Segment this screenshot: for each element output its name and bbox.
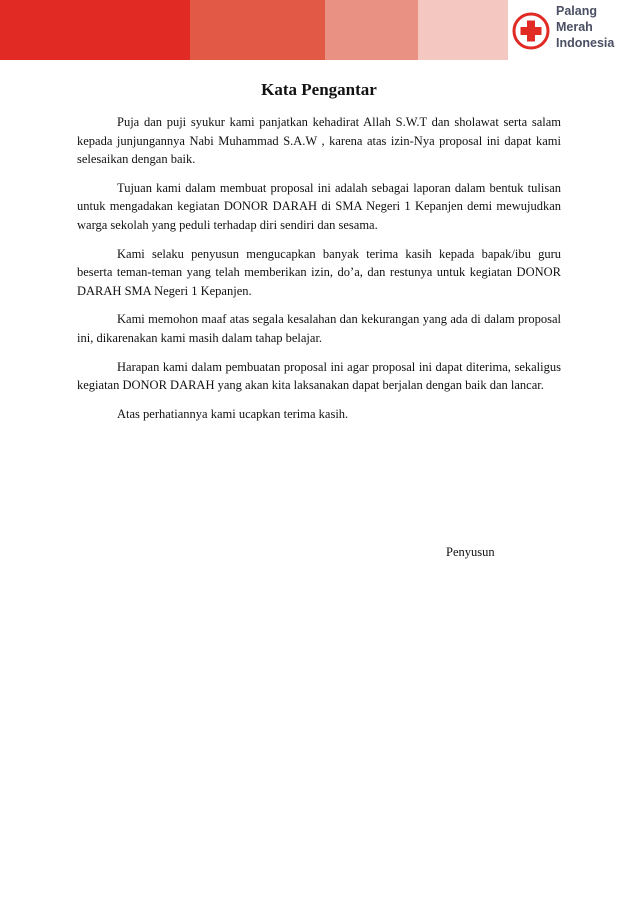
logo-line: Palang bbox=[556, 4, 597, 18]
document-body bbox=[77, 113, 561, 433]
paragraph: Kami selaku penyusun mengucapkan banyak terima kasih kepada bapak/ibu guru beserta teman-teman yang telah memberikan izin, do’a, dan restunya untuk kegiatan DONOR DARAH SMA Negeri 1 Kepanjen. bbox=[77, 246, 561, 298]
logo-line: Indonesia bbox=[556, 36, 615, 50]
paragraph: Harapan kami dalam pembuatan proposal ini agar proposal ini dapat diterima, sekaligus kegiatan DONOR DARAH yang akan kita laksanakan dapat berjalan dengan baik dan lancar. bbox=[77, 359, 561, 393]
paragraph: Atas perhatiannya kami ucapkan terima kasih. bbox=[117, 406, 349, 421]
banner-band-coral bbox=[190, 0, 325, 60]
red-cross-emblem-icon bbox=[512, 12, 550, 50]
logo-text bbox=[556, 3, 636, 51]
pmi-logo bbox=[512, 2, 636, 58]
banner-band-pink bbox=[418, 0, 508, 60]
header-banner bbox=[0, 0, 638, 60]
banner-band-salmon bbox=[325, 0, 418, 60]
banner-band-red bbox=[0, 0, 190, 60]
paragraph: Kami memohon maaf atas segala kesalahan dan kekurangan yang ada di dalam proposal ini, dikarenakan kami masih dalam tahap belajar. bbox=[77, 312, 561, 345]
paragraph: Tujuan kami dalam membuat proposal ini adalah sebagai laporan dalam bentuk tulisan untuk mengadakan kegiatan DONOR DARAH di SMA Negeri 1 Kepanjen demi mewujudkan warga sekolah yang peduli terhadap diri sendiri dan sesama. bbox=[77, 180, 561, 232]
document-title: Kata Pengantar bbox=[261, 80, 377, 99]
signature-label: Penyusun bbox=[446, 545, 495, 559]
logo-line: Merah bbox=[556, 20, 593, 34]
paragraph: Puja dan puji syukur kami panjatkan kehadirat Allah S.W.T dan sholawat serta salam kepada junjungannya Nabi Muhammad S.A.W , karena atas izin-Nya proposal ini dapat kami selesaikan dengan baik. bbox=[77, 115, 561, 167]
